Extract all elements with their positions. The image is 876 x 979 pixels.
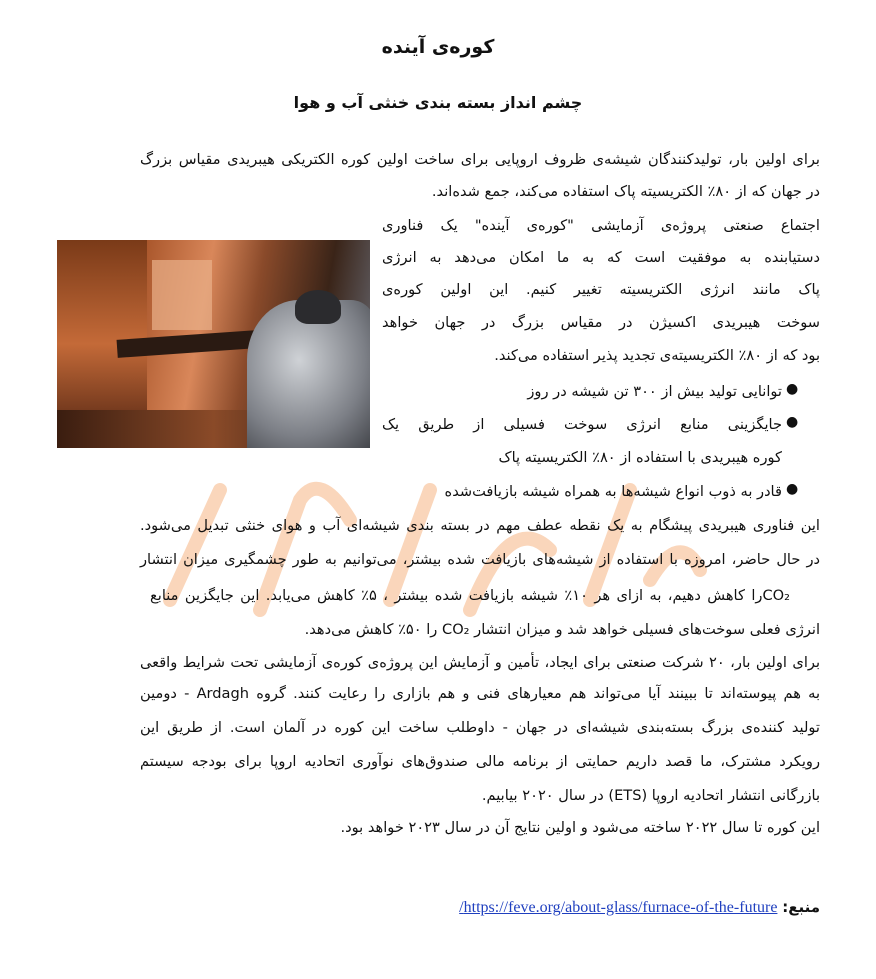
source-citation (380, 898, 820, 917)
paragraph-line: برای اولین بار، تولیدکنندگان شیشه‌ی ظروف اروپایی برای ساخت اولین کوره الکتریکی هیبریدی مقیاس بزرگ (140, 151, 820, 168)
bullet-item: قادر به ذوب انواع شیشه‌ها به همراه شیشه بازیافت‌شده (444, 483, 782, 500)
paragraph-line: در حال حاضر، امروزه با استفاده از شیشه‌های بازیافت شده بیشتر، می‌توانیم به طور چشمگیری میزان انتشار (140, 551, 820, 568)
bullet-icon: ● (786, 414, 799, 430)
paragraph-line: رویکرد مشترک، ما قصد داریم حمایتی از برنامه مالی صندوق‌های نوآوری اتحادیه اروپا برای بودجه سیستم (140, 753, 820, 770)
furnace-worker-photo (57, 240, 370, 448)
document-subtitle: چشم انداز بسته بندی خنثی آب و هوا (293, 93, 583, 112)
bullet-item: توانایی تولید بیش از ۳۰۰ تن شیشه در روز (527, 383, 782, 400)
paragraph-line: در جهان که از ۸۰٪ الکتریسیته پاک استفاده می‌کند، جمع شده‌اند. (431, 183, 820, 200)
paragraph-line: این فناوری هیبریدی پیشگام به یک نقطه عطف مهم در بسته بندی شیشه‌ای آب و هوای خنثی تبدیل می‌شود. (140, 517, 820, 534)
paragraph-line: انرژی فعلی سوخت‌های فسیلی خواهد شد و میزان انتشار CO₂ را ۵۰٪ کاهش می‌دهد. (304, 621, 820, 638)
paragraph-line: بازرگانی انتشار اتحادیه اروپا (ETS) در سال ۲۰۲۰ بیابیم. (481, 787, 820, 804)
paragraph-line: دستیابنده به موفقیت است که به ما امکان می‌دهد به انرژی (382, 249, 820, 266)
bullet-item: جایگزینی منابع انرژی سوخت فسیلی از طریق یک (382, 416, 782, 433)
paragraph-line: اجتماع صنعتی پروژه‌ی آزمایشی "کوره‌ی آینده" یک فناوری (382, 217, 820, 234)
paragraph-line: پاک مانند انرژی الکتریسیته تغییر کنیم. این اولین کوره‌ی (382, 281, 820, 298)
paragraph-line: بود که از ۸۰٪ الکتریسیته‌ی تجدید پذیر استفاده می‌کند. (494, 347, 820, 364)
bullet-item-continued: کوره هیبریدی با استفاده از ۸۰٪ الکتریسیته پاک (498, 449, 782, 466)
source-label: منبع: (782, 898, 820, 916)
paragraph-line: تولید کننده‌ی بزرگ بسته‌بندی شیشه‌ای در جهان - داوطلب ساخت این کوره در آلمان است. از طریق این (140, 719, 820, 736)
document-title: کوره‌ی آینده (381, 36, 495, 58)
paragraph-line: CO₂را کاهش دهیم، به ازای هر ۱۰٪ شیشه بازیافت شده بیشتر ، ۵٪ کاهش می‌یابد. این جایگزین منابع (150, 587, 790, 604)
paragraph-line: به هم پیوسته‌اند تا ببینند آیا می‌تواند هم معیارهای فنی و هم بازاری را رعایت کنند. گروه Ardagh - دومین (140, 685, 821, 702)
paragraph-line: این کوره تا سال ۲۰۲۲ ساخته می‌شود و اولین نتایج آن در سال ۲۰۲۳ خواهد بود. (340, 819, 820, 836)
paragraph-line: برای اولین بار، ۲۰ شرکت صنعتی برای ایجاد، تأمین و آزمایش این پروژه‌ی کوره‌ی آزمایشی تحت شرایط واقعی (140, 654, 821, 671)
bullet-icon: ● (786, 381, 799, 397)
paragraph-line: سوخت هیبریدی اکسیژن در مقیاس بزرگ در جهان خواهد (382, 314, 820, 331)
source-link[interactable]: https://feve.org/about-glass/furnace-of-the-future/ (459, 899, 778, 916)
bullet-icon: ● (786, 481, 799, 497)
